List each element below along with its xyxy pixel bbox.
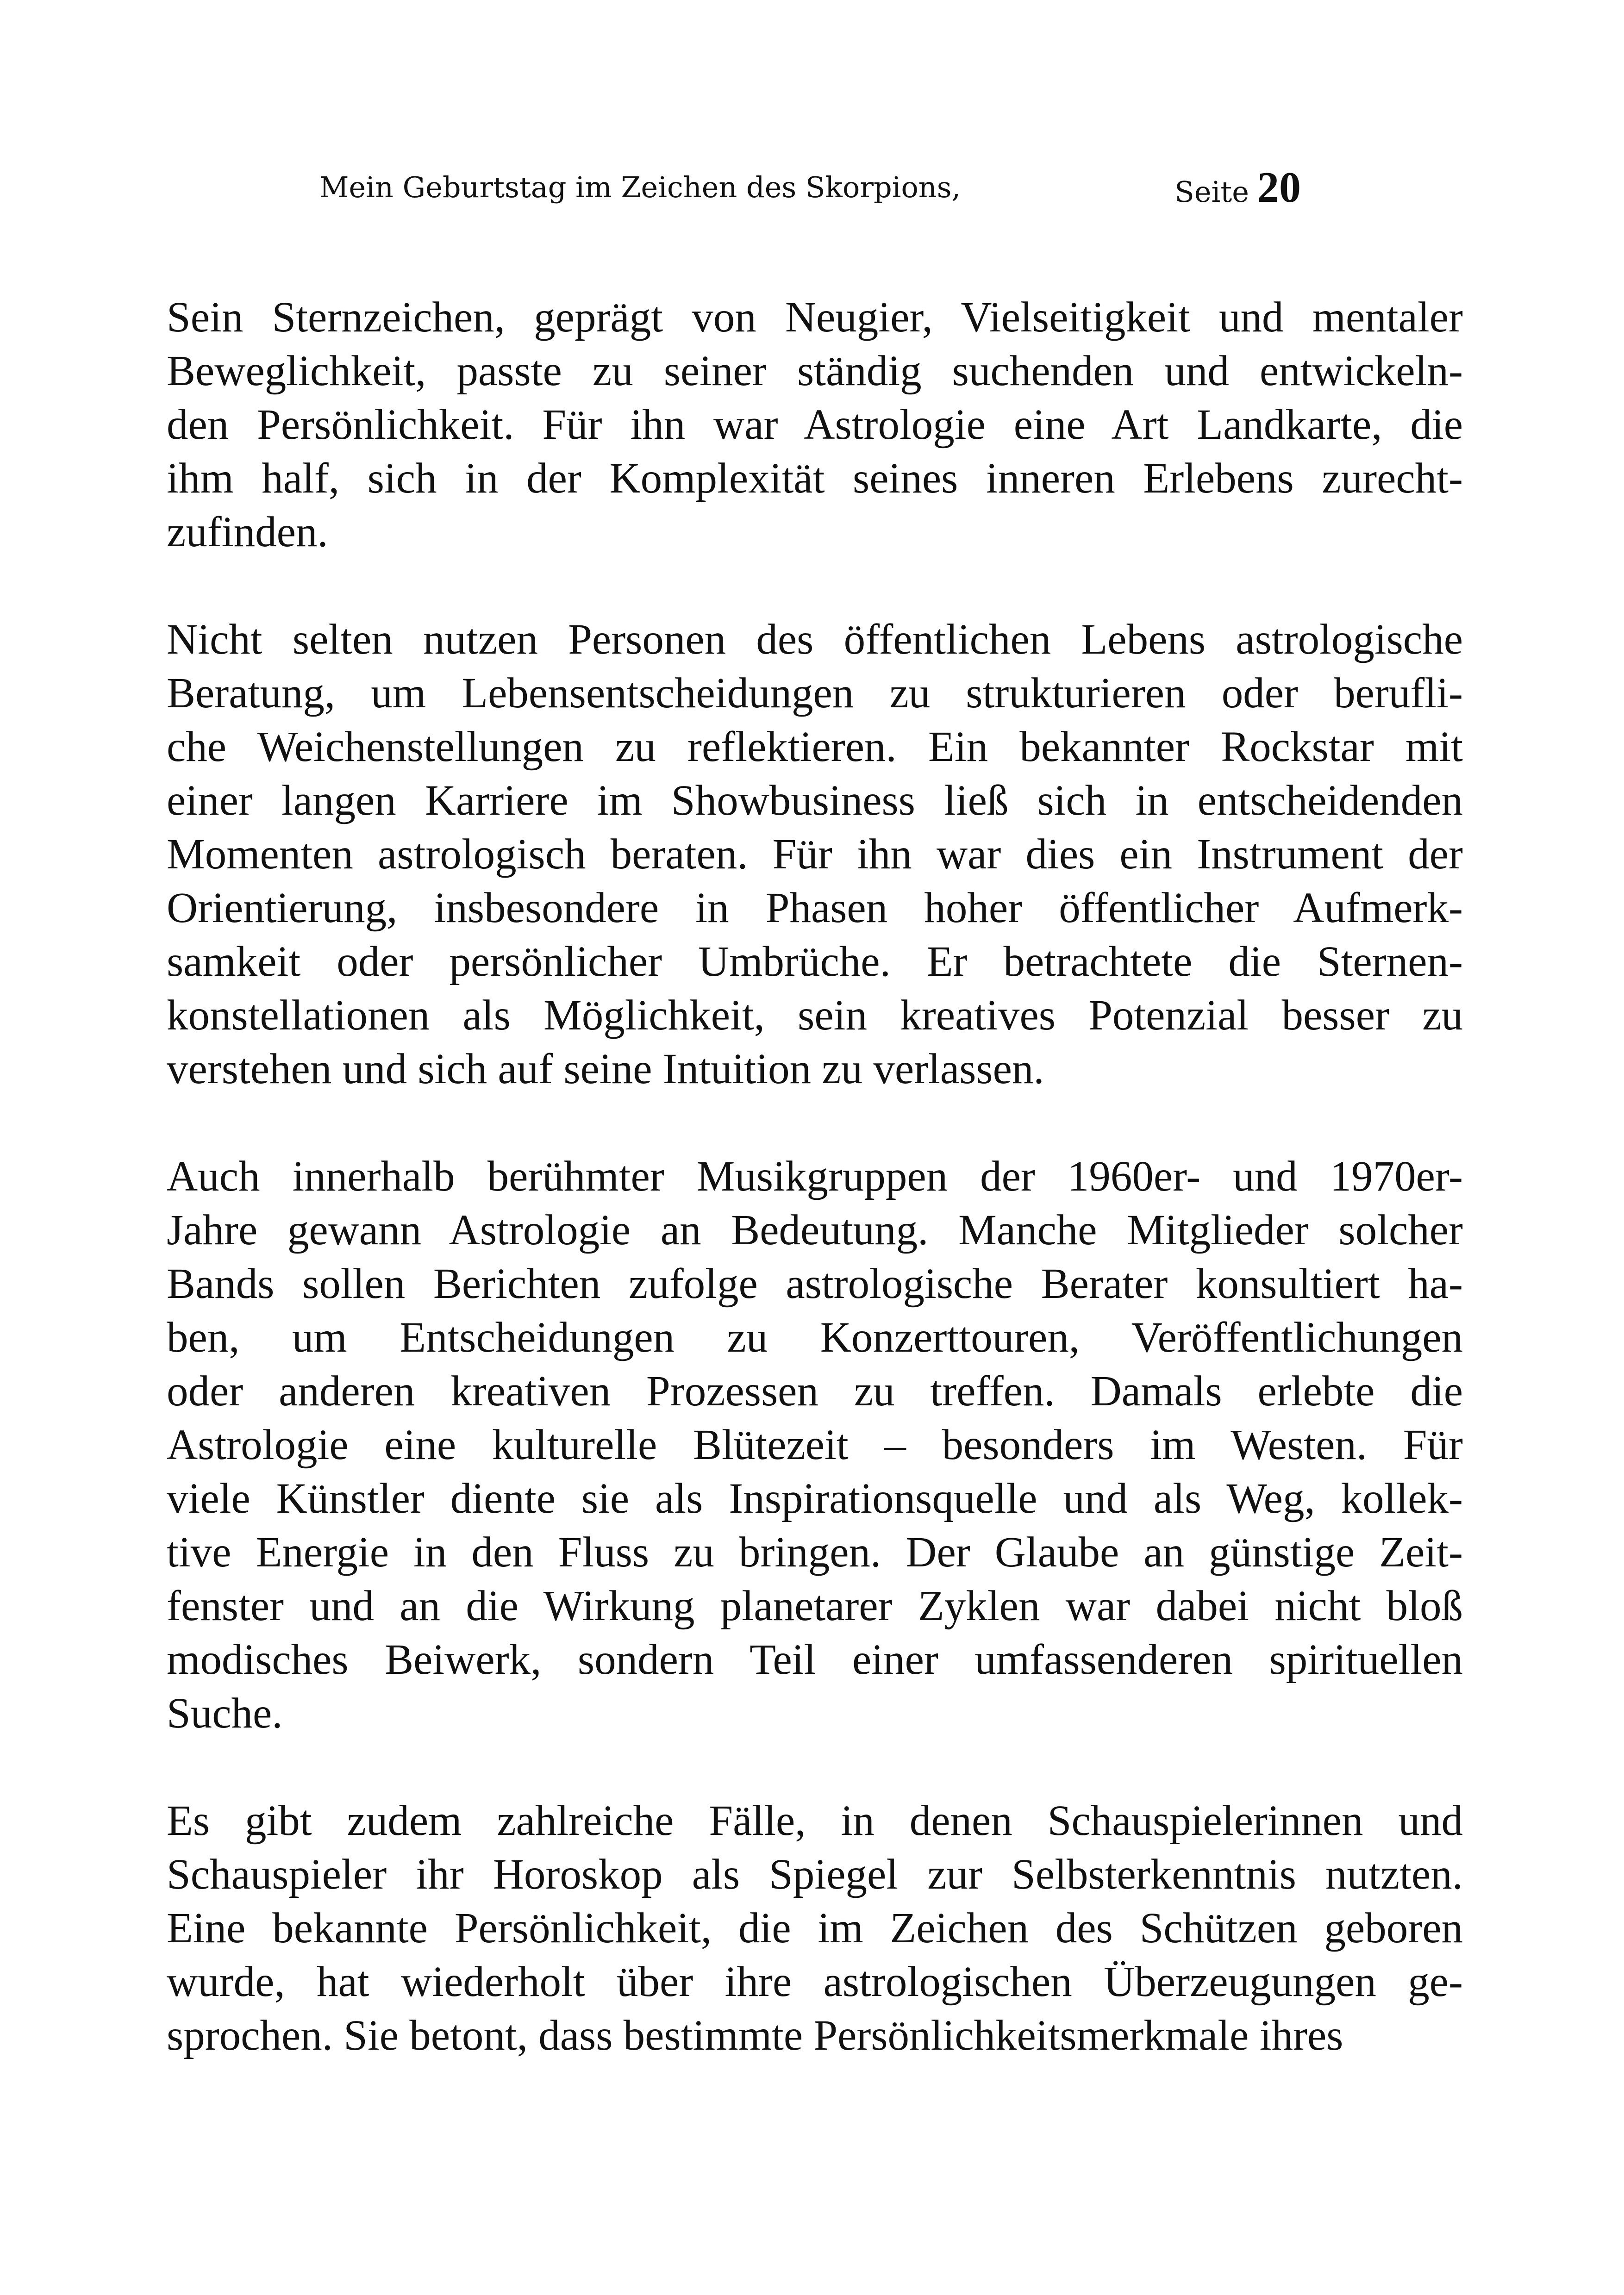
header-page-number: 20: [1257, 163, 1301, 212]
text-line: che Weichenstellungen zu reflektieren. Ein bekannter Rockstar mit: [167, 723, 1463, 771]
text-line: viele Künstler diente sie als Inspirationsquelle und als Weg, kollek-: [167, 1475, 1463, 1522]
text-line: verstehen und sich auf seine Intuition zu verlassen.: [167, 1045, 1044, 1093]
text-line: Beratung, um Lebensentscheidungen zu strukturieren oder berufli-: [167, 669, 1463, 717]
text-line: konstellationen als Möglichkeit, sein kreatives Potenzial besser zu: [167, 992, 1463, 1039]
running-header: [319, 162, 1301, 213]
text-line: Orientierung, insbesondere in Phasen hoher öffentlicher Aufmerk-: [167, 884, 1463, 932]
text-line: Bands sollen Berichten zufolge astrologische Berater konsultiert ha-: [167, 1260, 1463, 1308]
text-line: Schauspieler ihr Horoskop als Spiegel zur Selbsterkenntnis nutzten.: [167, 1851, 1463, 1898]
text-line: Suche.: [167, 1690, 283, 1737]
text-line: oder anderen kreativen Prozessen zu treffen. Damals erlebte die: [167, 1367, 1463, 1415]
text-line: Astrologie eine kulturelle Blütezeit – besonders im Westen. Für: [167, 1421, 1463, 1469]
text-line: zufinden.: [167, 508, 328, 556]
paragraph: [167, 613, 1463, 1096]
text-line: ben, um Entscheidungen zu Konzerttouren, Veröffentlichungen: [167, 1314, 1463, 1361]
text-line: Beweglichkeit, passte zu seiner ständig suchenden und entwickeln-: [167, 347, 1463, 395]
text-line: Auch innerhalb berühmter Musikgruppen der 1960er- und 1970er-: [167, 1153, 1463, 1200]
paragraph: [167, 1150, 1463, 1740]
text-line: Es gibt zudem zahlreiche Fälle, in denen Schauspielerinnen und: [167, 1797, 1463, 1845]
text-line: Jahre gewann Astrologie an Bedeutung. Manche Mitglieder solcher: [167, 1206, 1463, 1254]
text-line: wurde, hat wiederholt über ihre astrologischen Überzeugungen ge-: [167, 1958, 1463, 2006]
text-line: sprochen. Sie betont, dass bestimmte Persönlichkeitsmerkmale ihres: [167, 2012, 1343, 2059]
header-title: Mein Geburtstag im Zeichen des Skorpions,: [319, 170, 961, 204]
text-line: tive Energie in den Fluss zu bringen. Der Glaube an günstige Zeit-: [167, 1528, 1463, 1576]
text-line: fenster und an die Wirkung planetarer Zyklen war dabei nicht bloß: [167, 1582, 1463, 1630]
text-line: Sein Sternzeichen, geprägt von Neugier, Vielseitigkeit und mentaler: [167, 293, 1463, 341]
header-page-label: Seite: [1174, 175, 1249, 209]
text-line: einer langen Karriere im Showbusiness ließ sich in entscheidenden: [167, 777, 1463, 824]
text-line: Momenten astrologisch beraten. Für ihn war dies ein Instrument der: [167, 830, 1463, 878]
text-line: Nicht selten nutzen Personen des öffentlichen Lebens astrologische: [167, 616, 1463, 663]
text-line: Eine bekannte Persönlichkeit, die im Zeichen des Schützen geboren: [167, 1904, 1463, 1952]
text-line: modisches Beiwerk, sondern Teil einer umfassenderen spirituellen: [167, 1636, 1463, 1684]
header-page-indicator: [1174, 162, 1301, 218]
text-line: samkeit oder persönlicher Umbrüche. Er betrachtete die Sternen-: [167, 938, 1463, 985]
text-line: ihm half, sich in der Komplexität seines inneren Erlebens zurecht-: [167, 455, 1463, 502]
text-line: den Persönlichkeit. Für ihn war Astrologie eine Art Landkarte, die: [167, 401, 1463, 449]
body-text: [167, 291, 1463, 2116]
paragraph: [167, 291, 1463, 559]
paragraph: [167, 1794, 1463, 2063]
